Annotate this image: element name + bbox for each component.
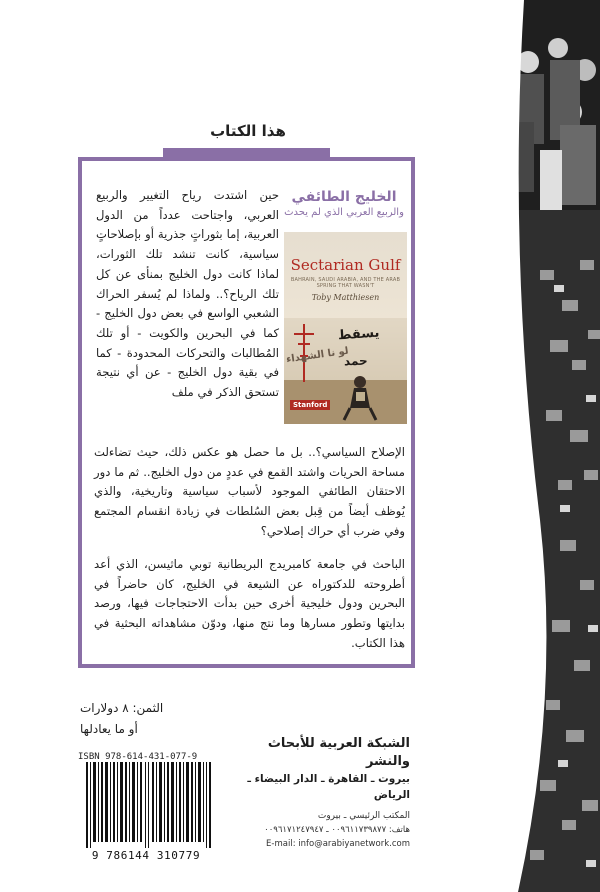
paragraph-3-text: الباحث في جامعة كامبريدج البريطانية توبي ماثيسن، الذي أعد أطروحته للدكتوراه عن الشيعة في الخليج، كان حاضراً في البحرين ودول خليجية أخرى حين بدأت الاحتجاجات فيها، ورصد بدايتها وتطور مسارها وما نتج منها، ودوّن مشاهداته البحثية في هذا الكتاب. <box>94 557 405 650</box>
summary-paragraph-2 <box>94 443 405 542</box>
summary-paragraph-1 <box>96 186 279 403</box>
publisher-cities: بيروت ـ القاهرة ـ الدار البيضاء ـ الرياض <box>247 773 410 801</box>
arabic-book-title: الخليج الطائفي <box>291 189 397 205</box>
price-equivalent-line: أو ما يعادلها <box>80 722 138 736</box>
publisher-block <box>225 735 410 851</box>
publisher-email: E-mail: info@arabiyanetwork.com <box>266 839 410 849</box>
protest-crowd-photo <box>500 0 600 892</box>
barcode-digits: 9 786144 310779 <box>91 849 201 862</box>
paragraph-2-text: الإصلاح السياسي؟.. بل ما حصل هو عكس ذلك، حيث تضاءلت مساحة الحريات واشتد القمع في عددٍ من دول الخليج.. ثم ما دور الاحتقان الطائفي الموجود لأسباب سياسية وتاريخية، والذي يُوظف أيضاً من قِبل بعض السُلطات في زيادة انقسام المجتمع وفي ضرب أي حراك إصلاحي؟ <box>94 445 405 538</box>
publisher-name: الشبكة العربية للأبحاث والنشر <box>267 736 410 769</box>
original-cover-image <box>284 232 407 424</box>
section-title: هذا الكتاب <box>210 122 286 140</box>
protest-photo-strip <box>500 0 600 892</box>
publisher-phone: هاتف: ٠٠٩٦١١٧٣٩٨٧٧ ـ ٠٠٩٦١٧١٢٤٧٩٤٧ <box>264 825 410 835</box>
summary-paragraph-3 <box>94 555 405 654</box>
graffiti-text-2: حمد <box>343 353 368 369</box>
publisher-office: المكتب الرئيسي ـ بيروت <box>317 811 410 821</box>
paragraph-1-text: حين اشتدت رياح التغيير والربيع العربي، واجتاحت عدداً من الدول العربية، إما بثوراتٍ جذرية أو بإصلاحاتٍ سياسية، كانت تنشد تلك الثورات، لماذا كانت دول الخليج بمنأى عن كل تلك الرياح؟.. ولماذا لم يُسفر الحراك الشعبي الواسع في بعض دول الخليج - كما في البحرين والكويت - أو تلك المُطالبات والتحركات المحدودة - كما في بقية دول الخليج - عن أي نتيجة تستحق الذكر في ملف <box>96 188 279 400</box>
graffiti-text-3: لو نا الشهداء <box>285 345 350 366</box>
stanford-mark: Stanford <box>290 400 330 410</box>
barcode-image <box>86 762 211 848</box>
title-rule <box>163 148 330 157</box>
cover-heading <box>282 188 406 220</box>
english-title: Sectarian Gulf <box>290 256 401 274</box>
english-subtitle: BAHRAIN, SAUDI ARABIA, AND THE ARAB SPRING THAT WASN'T <box>290 277 401 289</box>
price-line: الثمن: ٨ دولارات <box>80 701 164 715</box>
isbn-label: ISBN 978-614-431-077-9 <box>78 752 198 762</box>
english-author: Toby Matthiesen <box>311 293 380 302</box>
graffiti-text-1: يسقط <box>337 325 380 344</box>
arabic-book-subtitle: والربيع العربي الذي لم يحدث <box>284 207 404 218</box>
price-block <box>80 698 180 740</box>
